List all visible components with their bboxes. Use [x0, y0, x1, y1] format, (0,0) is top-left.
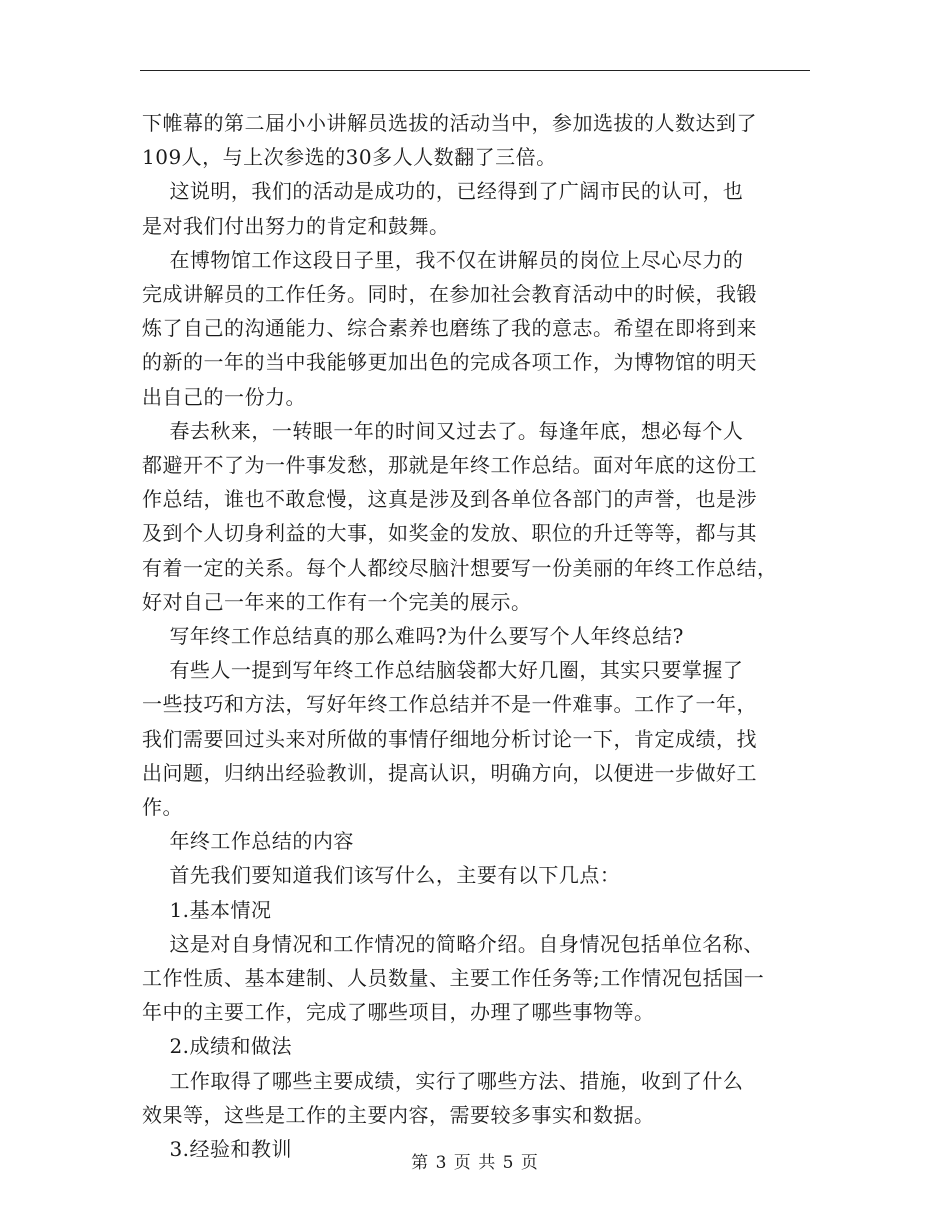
document-body [142, 106, 807, 1166]
page-number: 第 3 页 共 5 页 [411, 1153, 539, 1173]
text-line: 是对我们付出努力的肯定和鼓舞。 [142, 213, 450, 238]
text-line: 这说明，我们的活动是成功的，已经得到了广阔市民的认可，也 [142, 179, 744, 204]
text-line: 的新的一年的当中我能够更加出色的完成各项工作，为博物馆的明天 [142, 350, 757, 375]
text-line: 工作性质、基本建制、人员数量、主要工作任务等;工作情况包括国一 [142, 966, 765, 991]
text-line: 在博物馆工作这段日子里，我不仅在讲解员的岗位上尽心尽力的 [142, 247, 744, 272]
text-line: 及到个人切身利益的大事，如奖金的发放、职位的升迁等等，都与其 [142, 521, 757, 546]
text-line: 效果等，这些是工作的主要内容，需要较多事实和数据。 [142, 1102, 655, 1127]
list-heading: 3.经验和教训 [142, 1137, 293, 1162]
text-line: 出问题，归纳出经验教训，提高认识，明确方向，以便进一步做好工 [142, 760, 757, 785]
text-line: 有着一定的关系。每个人都绞尽脑汁想要写一份美丽的年终工作总结， [142, 555, 778, 580]
list-heading: 2.成绩和做法 [142, 1034, 293, 1059]
text-line: 出自己的一份力。 [142, 384, 306, 409]
text-line: 春去秋来，一转眼一年的时间又过去了。每逢年底，想必每个人 [142, 418, 744, 443]
text-line: 年中的主要工作，完成了哪些项目，办理了哪些事物等。 [142, 1000, 655, 1025]
text-line: 下帷幕的第二届小小讲解员选拔的活动当中，参加选拔的人数达到了 [142, 111, 757, 135]
text-line: 炼了自己的沟通能力、综合素养也磨练了我的意志。希望在即将到来 [142, 316, 757, 341]
text-line: 一些技巧和方法，写好年终工作总结并不是一件难事。工作了一年， [142, 692, 757, 717]
text-line: 写年终工作总结真的那么难吗?为什么要写个人年终总结? [142, 624, 684, 649]
text-line: 作总结，谁也不敢怠慢，这真是涉及到各单位各部门的声誉，也是涉 [142, 487, 757, 512]
text-line: 首先我们要知道我们该写什么，主要有以下几点： [142, 863, 621, 888]
text-line: 都避开不了为一件事发愁，那就是年终工作总结。面对年底的这份工 [142, 453, 757, 478]
text-line: 完成讲解员的工作任务。同时，在参加社会教育活动中的时候，我锻 [142, 282, 757, 307]
text-line: 工作取得了哪些主要成绩，实行了哪些方法、措施，收到了什么 [142, 1068, 744, 1093]
text-line: 我们需要回过头来对所做的事情仔细地分析讨论一下，肯定成绩，找 [142, 726, 757, 751]
text-line: 有些人一提到写年终工作总结脑袋都大好几圈，其实只要掌握了 [142, 658, 744, 683]
text-line: 109人，与上次参选的30多人人数翻了三倍。 [142, 145, 557, 170]
text-line: 这是对自身情况和工作情况的简略介绍。自身情况包括单位名称、 [142, 931, 764, 956]
header-rule [140, 70, 810, 71]
text-line: 好对自己一年来的工作有一个完美的展示。 [142, 589, 532, 614]
section-heading: 年终工作总结的内容 [142, 829, 354, 854]
text-line: 作。 [142, 795, 183, 820]
list-heading: 1.基本情况 [142, 897, 272, 922]
